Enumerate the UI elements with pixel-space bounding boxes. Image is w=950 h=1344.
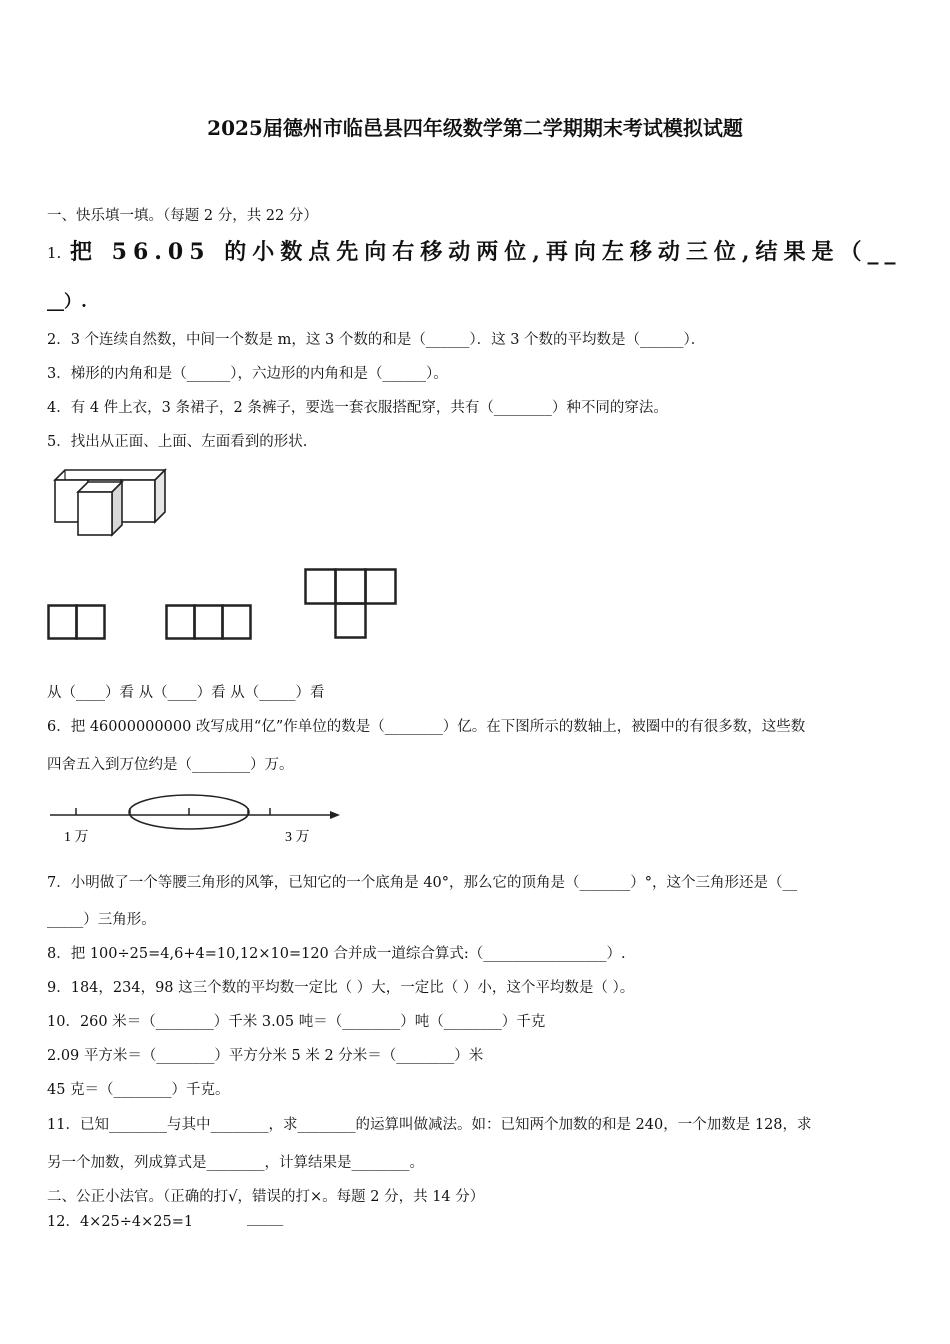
- number-line: [48, 788, 343, 848]
- q6-line1: 6．把 46000000000 改写成用“亿”作单位的数是（________）亿。在下图所示的数轴上，被圈中的有很多数，这些数: [47, 719, 806, 735]
- q2-text: 2．3 个连续自然数，中间一个数是 m，这 3 个数的和是（______）．这 3 个数的平均数是（______）．: [47, 332, 706, 348]
- q6-line2: 四舍五入到万位约是（________）万。: [47, 757, 294, 773]
- q7-line2: _____）三角形。: [47, 912, 156, 928]
- q11-line1: 11．已知________与其中________，求________的运算叫做减法。如：已知两个加数的和是 240，一个加数是 128，求: [47, 1117, 812, 1133]
- number-line-arrow: [330, 811, 340, 819]
- q5-text: 5．找出从正面、上面、左面看到的形状.: [47, 434, 308, 450]
- q1-line1: 把 56.05 的小数点先向右移动两位,再向左移动三位,结果是（__: [70, 239, 902, 265]
- view-two-squares: [47, 604, 107, 640]
- label-3wan: 3 万: [285, 830, 310, 845]
- cube-solid-figure: [50, 465, 170, 540]
- q11-line2: 另一个加数，列成算式是________，计算结果是________。: [47, 1155, 424, 1171]
- label-1wan: 1 万: [64, 830, 89, 845]
- q1-line2: __）.: [47, 292, 87, 312]
- q10-line2: 2.09 平方米＝（________）平方分米 5 米 2 分米＝（________）米: [47, 1048, 484, 1064]
- section-1-heading: 一、快乐填一填。（每题 2 分，共 22 分）: [47, 208, 318, 224]
- view-t-shape: [304, 568, 398, 640]
- q10-line1: 10．260 米＝（________）千米 3.05 吨＝（________）吨（________）千克: [47, 1014, 546, 1030]
- view-three-squares: [165, 604, 253, 640]
- q12-text: 12．4×25÷4×25=1: [47, 1214, 194, 1230]
- q9-text: 9．184，234，98 这三个数的平均数一定比（ ）大，一定比（ ）小，这个平均数是（ ）。: [47, 980, 635, 996]
- q10-line3: 45 克＝（________）千克。: [47, 1082, 230, 1098]
- q7-line1: 7．小明做了一个等腰三角形的风筝，已知它的一个底角是 40°，那么它的顶角是（_______）°，这个三角形还是（__: [47, 875, 798, 891]
- q12-answer-blank[interactable]: _____: [247, 1210, 284, 1226]
- q3-text: 3．梯形的内角和是（______），六边形的内角和是（______）。: [47, 366, 448, 382]
- section-2-heading: 二、公正小法官。（正确的打√，错误的打×。每题 2 分，共 14 分）: [47, 1189, 485, 1205]
- q1-number: 1.: [47, 244, 62, 262]
- q5-view-answers: 从（____）看 从（____）看 从（_____）看: [47, 685, 325, 701]
- page-title: 2025届德州市临邑县四年级数学第二学期期末考试模拟试题: [207, 116, 743, 140]
- q8-text: 8．把 100÷25=4,6+4=10,12×10=120 合并成一道综合算式:（_________________）.: [47, 946, 626, 962]
- q4-text: 4．有 4 件上衣，3 条裙子，2 条裤子，要选一套衣服搭配穿，共有（________）种不同的穿法。: [47, 400, 668, 416]
